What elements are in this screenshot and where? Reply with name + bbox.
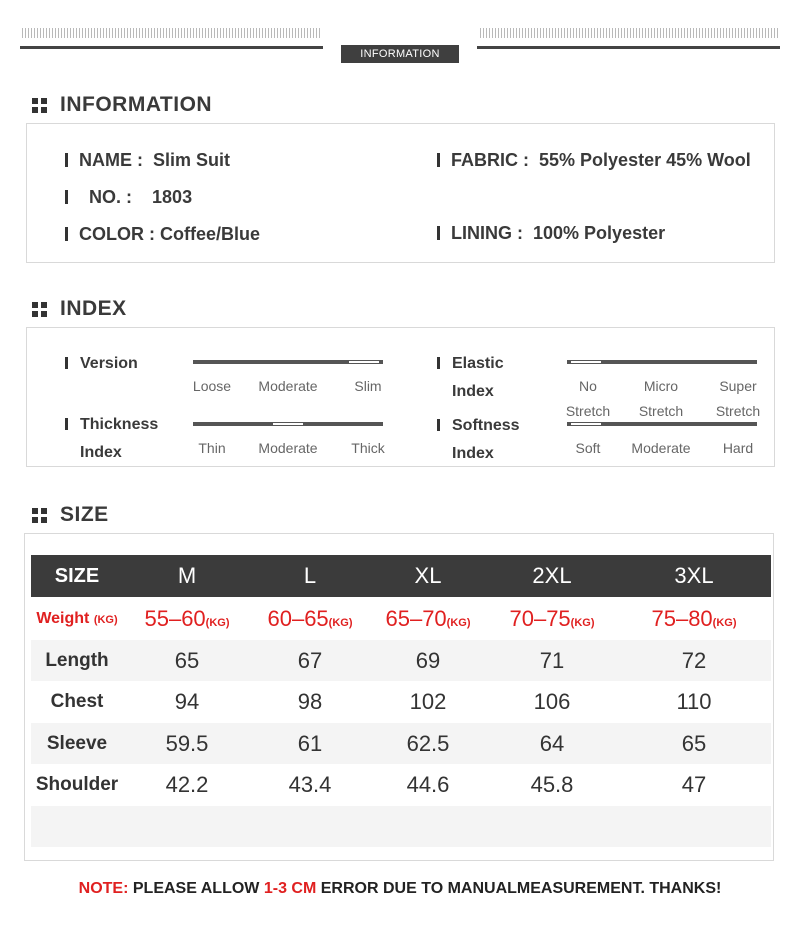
table-cell: 65 — [681, 730, 707, 756]
header-cell: L — [303, 563, 317, 588]
scale-option: Moderate — [258, 440, 318, 456]
grid-icon — [32, 302, 47, 317]
no-row — [65, 187, 192, 208]
table-row-empty — [31, 806, 771, 847]
table-cell: 94 — [174, 689, 200, 714]
bullet-bar-icon — [65, 227, 68, 241]
size-heading — [32, 503, 109, 527]
table-cell: 60–65(KG) — [267, 605, 353, 631]
table-cell: 64 — [539, 730, 565, 756]
banner-line-left — [20, 46, 323, 49]
banner-line-right — [477, 46, 780, 49]
table-cell: 59.5 — [165, 730, 209, 756]
index-box — [26, 327, 775, 467]
note-prefix: NOTE: — [78, 880, 129, 897]
table-cell: 70–75(KG) — [509, 605, 595, 631]
header-cell: SIZE — [54, 564, 100, 587]
row-label: Shoulder — [35, 774, 119, 795]
bullet-bar-icon — [437, 419, 440, 431]
row-label: Chest — [50, 691, 104, 712]
softness-label: Softness Index — [437, 412, 520, 468]
grid-icon — [32, 98, 47, 113]
banner-hatch-right — [480, 28, 778, 38]
scale-option: Thin — [198, 440, 226, 456]
table-row-shoulder — [31, 764, 771, 806]
thickness-label: Thickness Index — [65, 411, 158, 467]
name-value: Slim Suit — [153, 150, 231, 170]
measurement-note — [0, 880, 800, 898]
no-label: NO. : — [89, 187, 133, 207]
note-text-1: PLEASE ALLOW — [132, 880, 260, 897]
scale-marker — [571, 361, 601, 363]
scale-option: Soft — [575, 440, 601, 456]
table-cell: 65–70(KG) — [385, 605, 471, 631]
index-title: INDEX — [60, 297, 127, 320]
information-heading — [32, 93, 212, 117]
table-cell: 47 — [681, 772, 707, 797]
table-cell: 43.4 — [288, 772, 332, 797]
bullet-bar-icon — [65, 418, 68, 430]
table-cell: 55–60(KG) — [144, 605, 230, 631]
header-cell: M — [177, 563, 197, 588]
table-cell: 67 — [297, 647, 323, 673]
lining-value: 100% Polyester — [533, 223, 666, 243]
table-cell: 106 — [533, 689, 571, 714]
scale-option: Loose — [192, 378, 232, 394]
table-cell: 75–80(KG) — [651, 605, 737, 631]
scale-marker — [273, 423, 303, 425]
fabric-label: FABRIC : — [451, 150, 529, 170]
index-heading — [32, 297, 127, 321]
top-banner — [20, 28, 780, 68]
information-box — [26, 123, 775, 263]
table-cell: 65 — [174, 647, 200, 673]
row-label: Length — [45, 649, 109, 671]
scale-marker — [571, 423, 601, 425]
table-cell: 61 — [297, 730, 323, 756]
color-row — [65, 224, 260, 245]
scale-option: Slim — [354, 378, 382, 394]
table-cell: 72 — [681, 647, 707, 673]
header-cell: 3XL — [674, 563, 714, 588]
table-row-length — [31, 640, 771, 681]
bullet-bar-icon — [65, 190, 68, 204]
name-label: NAME : — [79, 150, 143, 170]
scale-option: Hard — [722, 440, 754, 456]
bullet-bar-icon — [65, 153, 68, 167]
scale-option: No Stretch — [565, 378, 611, 419]
scale-option: Moderate — [631, 440, 691, 456]
table-cell: 110 — [676, 689, 712, 714]
note-text-2: ERROR DUE TO MANUALMEASUREMENT. THANKS! — [320, 880, 722, 897]
elastic-label: Elastic Index — [437, 350, 504, 406]
size-header-row — [31, 555, 771, 597]
name-row — [65, 150, 230, 171]
scale-option: Moderate — [258, 378, 318, 394]
lining-row — [437, 223, 665, 244]
scale-option: Thick — [351, 440, 385, 456]
scale-marker — [349, 361, 379, 363]
version-label: Version — [65, 350, 138, 378]
table-row-chest — [31, 681, 771, 723]
table-cell: 42.2 — [165, 772, 209, 797]
bullet-bar-icon — [65, 357, 68, 369]
table-cell: 102 — [409, 689, 447, 714]
lining-label: LINING : — [451, 223, 523, 243]
table-row-sleeve — [31, 723, 771, 764]
table-cell: 98 — [297, 689, 323, 714]
banner-hatch-left — [22, 28, 322, 38]
table-cell: 45.8 — [530, 772, 574, 797]
color-value: Coffee/Blue — [160, 224, 261, 244]
empty-row — [31, 806, 771, 847]
table-cell: 44.6 — [406, 772, 450, 797]
information-title: INFORMATION — [60, 93, 213, 116]
size-table — [31, 555, 771, 847]
bullet-bar-icon — [437, 357, 440, 369]
fabric-value: 55% Polyester 45% Wool — [539, 150, 751, 170]
header-cell: 2XL — [532, 563, 572, 588]
table-row-weight — [31, 597, 771, 640]
row-label: Sleeve — [46, 732, 108, 754]
fabric-row — [437, 150, 751, 171]
table-cell: 71 — [539, 647, 565, 673]
bullet-bar-icon — [437, 226, 440, 240]
no-value: 1803 — [152, 187, 193, 207]
bullet-bar-icon — [437, 153, 440, 167]
header-cell: XL — [414, 563, 442, 588]
color-label: COLOR : — [79, 224, 155, 244]
size-title: SIZE — [60, 503, 109, 526]
row-label: Weight (KG) — [36, 609, 118, 627]
grid-icon — [32, 508, 47, 523]
table-cell: 69 — [415, 647, 441, 673]
scale-option: Super Stretch — [715, 378, 761, 419]
banner-tag: INFORMATION — [341, 45, 459, 63]
table-cell: 62.5 — [406, 730, 450, 756]
note-highlight: 1-3 CM — [263, 880, 317, 897]
scale-option: Micro Stretch — [638, 378, 684, 419]
